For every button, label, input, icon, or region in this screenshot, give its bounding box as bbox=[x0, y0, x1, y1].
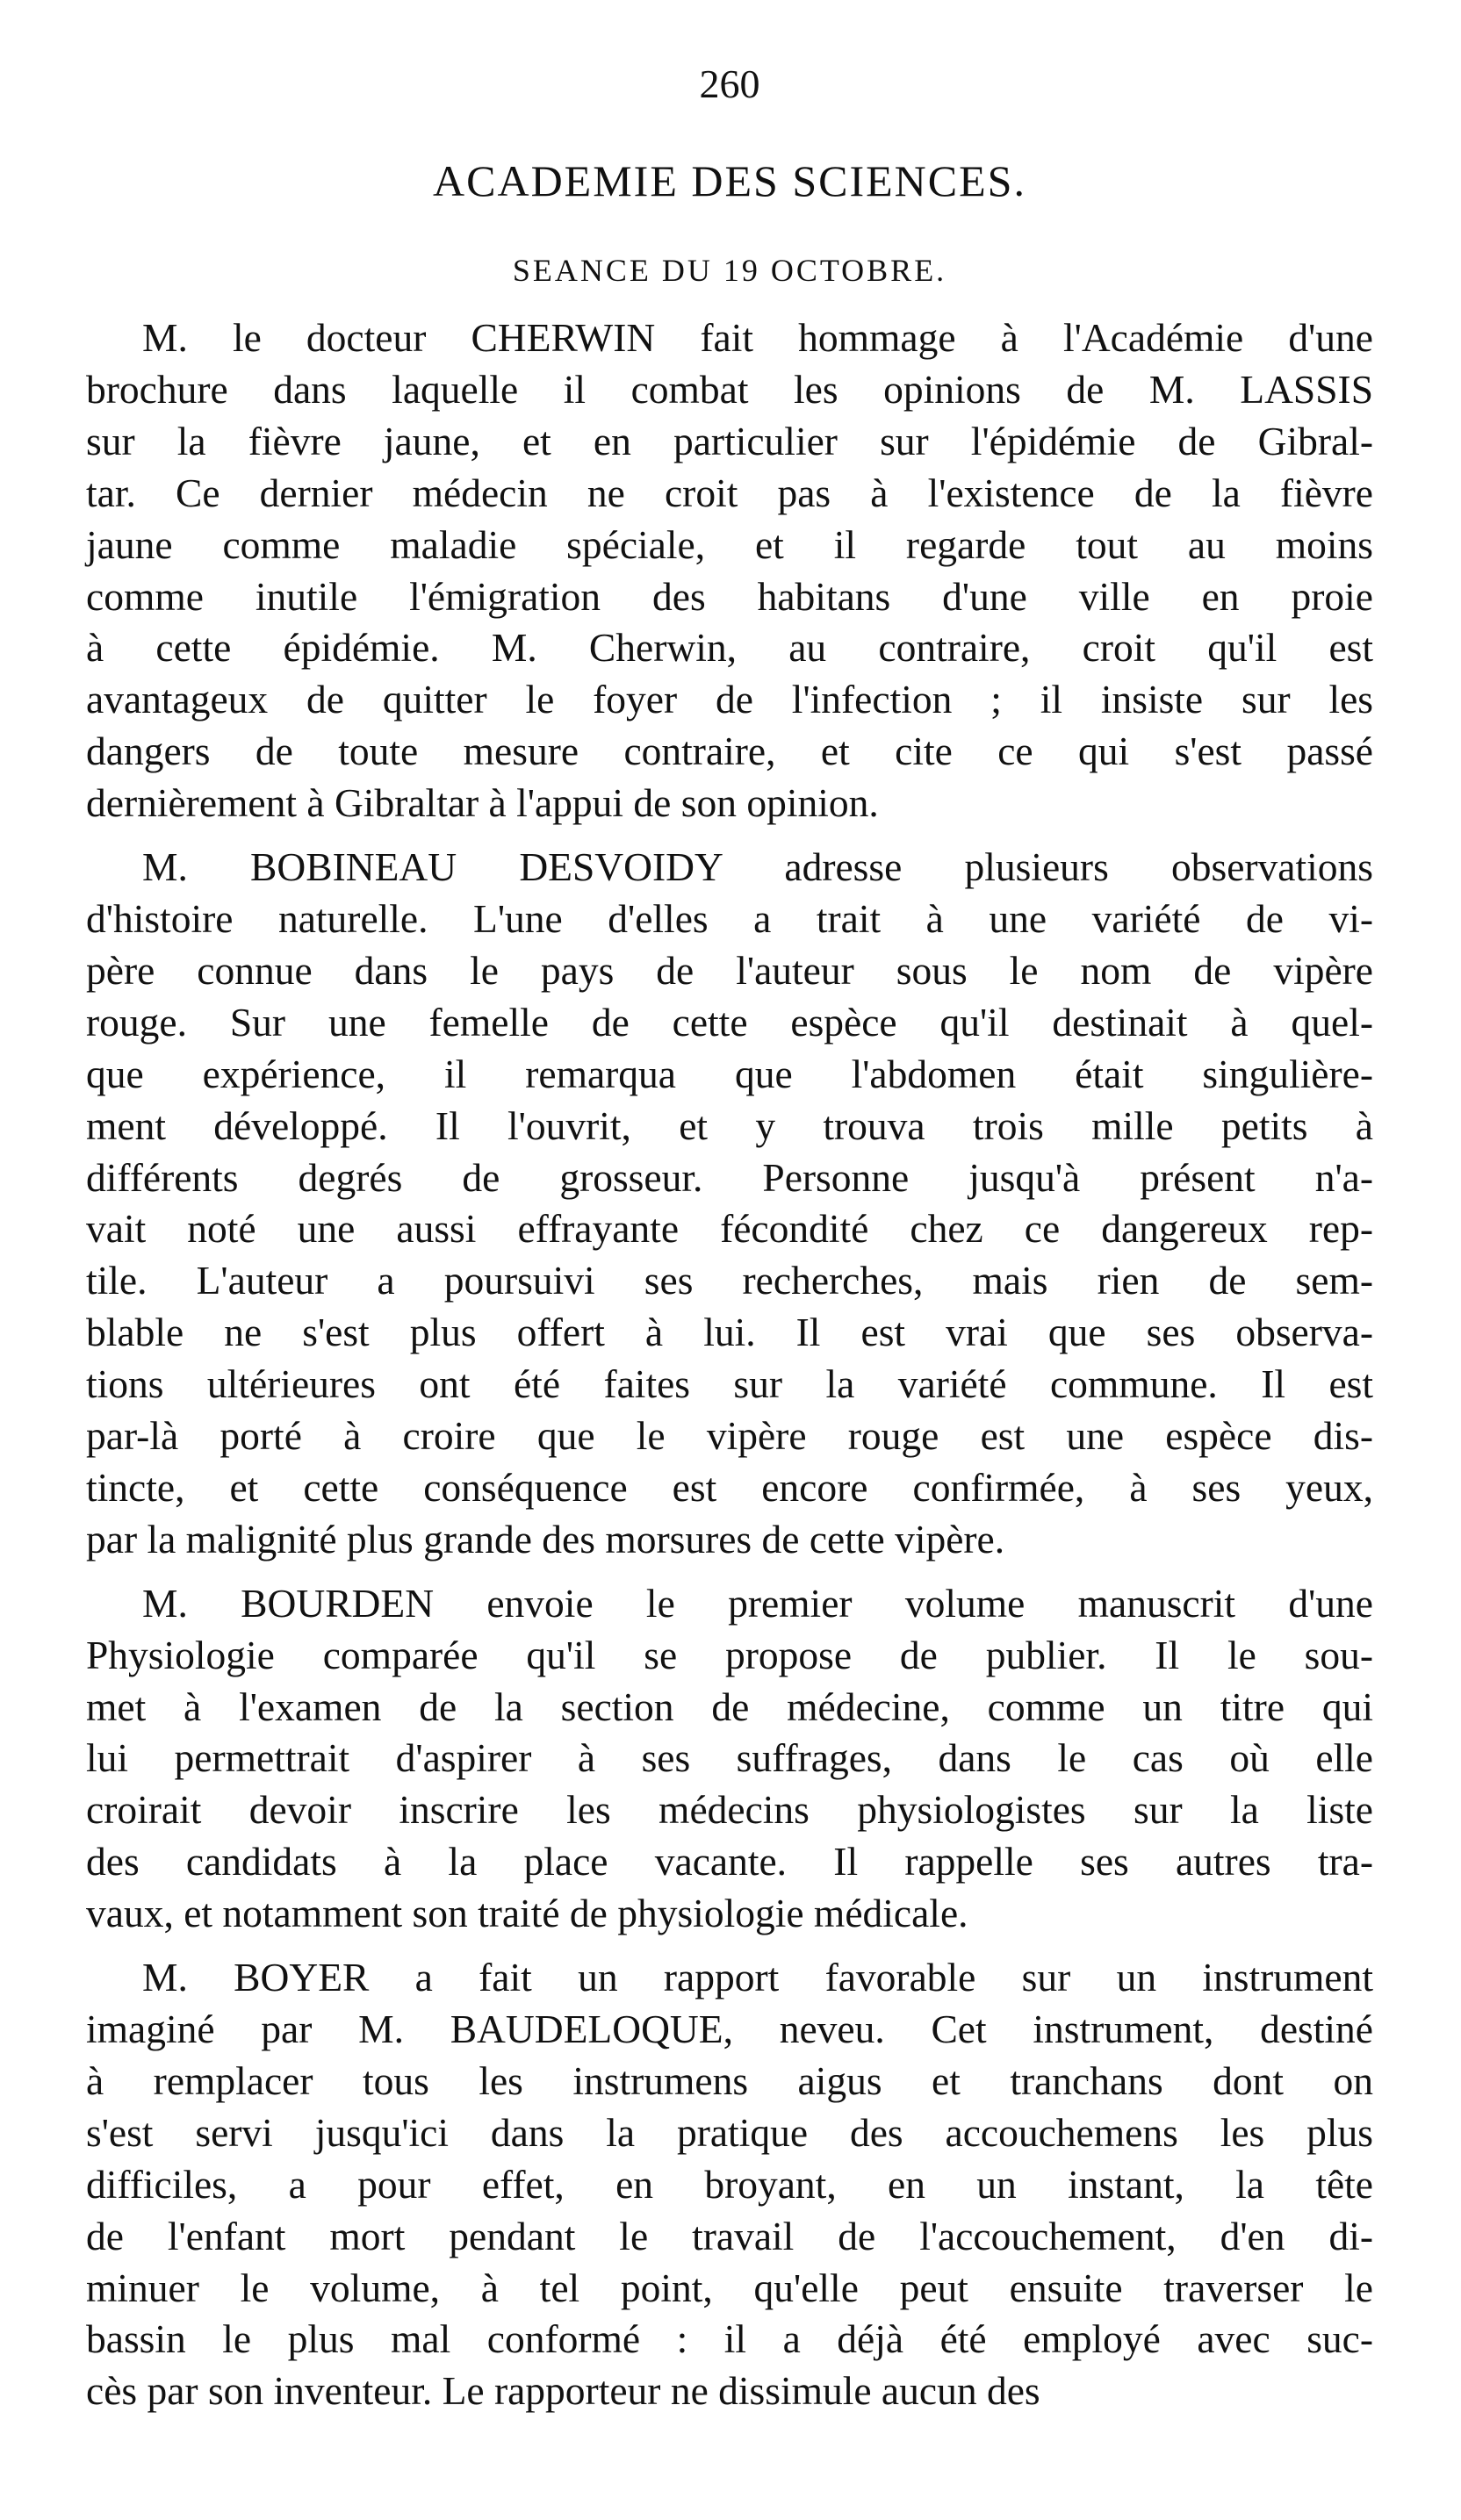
text-line: que expérience, il remarqua que l'abdomen était singulière- bbox=[86, 1051, 1373, 1096]
text-line: M. BOBINEAU DESVOIDY adresse plusieurs observations bbox=[142, 844, 1373, 890]
text-line: tions ultérieures ont été faites sur la variété commune. Il est bbox=[86, 1361, 1373, 1407]
text-line: M. le docteur CHERWIN fait hommage à l'Académie d'une bbox=[142, 315, 1373, 360]
text-line: dernièrement à Gibraltar à l'appui de son opinion. bbox=[86, 780, 879, 826]
text-line: cès par son inventeur. Le rapporteur ne dissimule aucun des bbox=[86, 2368, 1040, 2414]
text-line: croirait devoir inscrire les médecins physiologistes sur la liste bbox=[86, 1787, 1373, 1833]
text-line: d'histoire naturelle. L'une d'elles a trait à une variété de vi- bbox=[86, 895, 1373, 941]
text-line: rouge. Sur une femelle de cette espèce qu'il destinait à quel- bbox=[86, 999, 1373, 1045]
text-line: M. BOURDEN envoie le premier volume manuscrit d'une bbox=[142, 1580, 1373, 1626]
text-line: des candidats à la place vacante. Il rappelle ses autres tra- bbox=[86, 1839, 1373, 1885]
page-title: ACADEMIE DES SCIENCES. bbox=[433, 156, 1026, 205]
text-line: bassin le plus mal conformé : il a déjà été employé avec suc- bbox=[86, 2316, 1373, 2362]
text-line: met à l'examen de la section de médecine, comme un titre qui bbox=[86, 1684, 1373, 1729]
text-line: ment développé. Il l'ouvrit, et y trouva trois mille petits à bbox=[86, 1102, 1373, 1148]
text-line: tar. Ce dernier médecin ne croit pas à l'existence de la fièvre bbox=[86, 470, 1373, 515]
paragraph bbox=[86, 1578, 1373, 1940]
text-line: différents degrés de grosseur. Personne jusqu'à présent n'a- bbox=[86, 1154, 1373, 1200]
text-line: avantageux de quitter le foyer de l'infection ; il insiste sur les bbox=[86, 677, 1373, 722]
page-number: 260 bbox=[699, 61, 760, 106]
text-line: blable ne s'est plus offert à lui. Il est vrai que ses observa- bbox=[86, 1310, 1373, 1355]
text-line: par la malignité plus grande des morsures de cette vipère. bbox=[86, 1516, 1005, 1562]
text-line: par-là porté à croire que le vipère rouge est une espèce dis- bbox=[86, 1413, 1373, 1459]
text-line: à cette épidémie. M. Cherwin, au contraire, croit qu'il est bbox=[86, 625, 1373, 671]
paragraph bbox=[86, 312, 1373, 829]
text-line: dangers de toute mesure contraire, et cite ce qui s'est passé bbox=[86, 729, 1373, 774]
session-heading: SEANCE DU 19 OCTOBRE. bbox=[512, 253, 947, 288]
text-line: sur la fièvre jaune, et en particulier sur l'épidémie de Gibral- bbox=[86, 418, 1373, 463]
text-line: de l'enfant mort pendant le travail de l'accouchement, d'en di- bbox=[86, 2213, 1373, 2258]
text-line: imaginé par M. BAUDELOQUE, neveu. Cet instrument, destiné bbox=[86, 2007, 1373, 2051]
text-line: comme inutile l'émigration des habitans d'une ville en proie bbox=[86, 573, 1373, 619]
text-line: M. BOYER a fait un rapport favorable sur un instrument bbox=[142, 1955, 1373, 2000]
text-line: difficiles, a pour effet, en broyant, en un instant, la tête bbox=[86, 2161, 1373, 2207]
text-line: père connue dans le pays de l'auteur sous le nom de vipère bbox=[86, 947, 1373, 993]
text-line: brochure dans laquelle il combat les opinions de M. LASSIS bbox=[86, 366, 1373, 412]
text-line: minuer le volume, à tel point, qu'elle peut ensuite traverser le bbox=[86, 2265, 1373, 2310]
paragraph bbox=[86, 1952, 1373, 2417]
article-body bbox=[86, 312, 1373, 2417]
text-line: tile. L'auteur a poursuivi ses recherches, mais rien de sem- bbox=[86, 1258, 1373, 1303]
text-line: Physiologie comparée qu'il se propose de publier. Il le sou- bbox=[86, 1632, 1373, 1677]
text-line: s'est servi jusqu'ici dans la pratique des accouchemens les plus bbox=[86, 2109, 1373, 2155]
text-line: jaune comme maladie spéciale, et il regarde tout au moins bbox=[86, 521, 1373, 567]
text-line: lui permettrait d'aspirer à ses suffrages, dans le cas où elle bbox=[86, 1735, 1373, 1781]
text-line: à remplacer tous les instrumens aigus et tranchans dont on bbox=[86, 2057, 1373, 2103]
paragraph bbox=[86, 842, 1373, 1566]
text-line: vaux, et notamment son traité de physiologie médicale. bbox=[86, 1891, 968, 1936]
text-line: vait noté une aussi effrayante fécondité chez ce dangereux rep- bbox=[86, 1206, 1373, 1252]
text-line: tincte, et cette conséquence est encore confirmée, à ses yeux, bbox=[86, 1464, 1373, 1510]
